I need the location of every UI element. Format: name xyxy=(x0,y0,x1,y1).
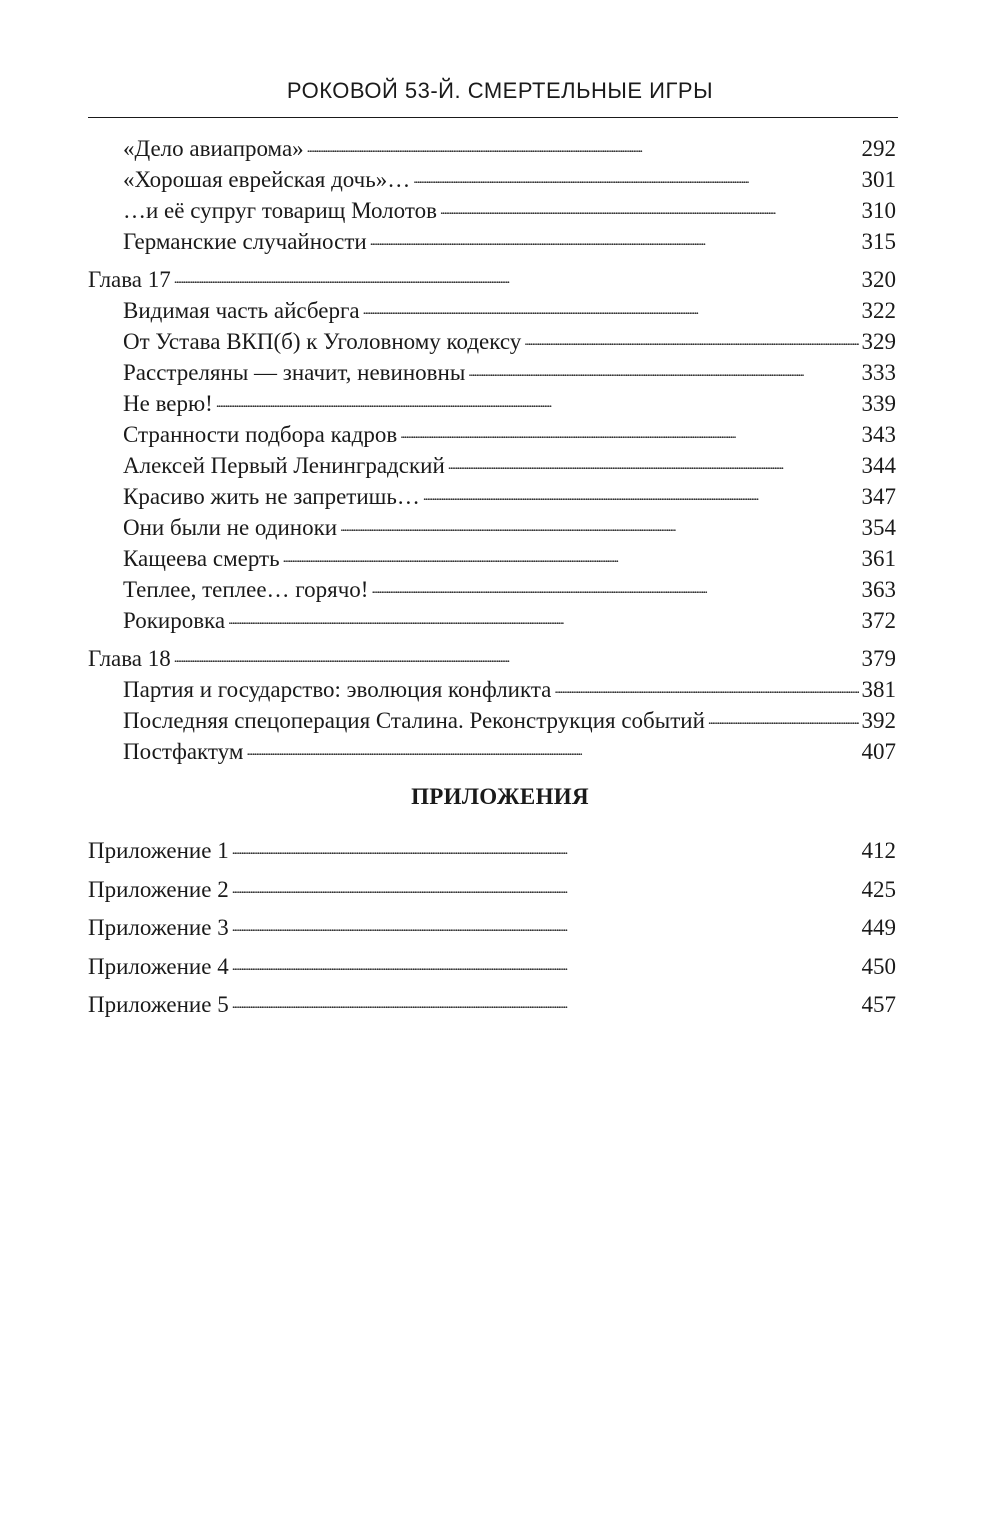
entry-page-number: 322 xyxy=(861,298,896,323)
entry-title: Расстреляны — значит, невиновны xyxy=(123,360,466,385)
entry-title: Постфактум xyxy=(123,739,244,764)
appendix-entry xyxy=(88,948,896,987)
appendix-entry xyxy=(88,871,896,910)
dot-leader xyxy=(232,835,859,858)
entry-page-number: 407 xyxy=(861,739,896,764)
entry-page-number: 450 xyxy=(861,953,896,979)
dot-leader xyxy=(340,512,858,535)
dot-leader xyxy=(363,295,859,318)
entry-title: Приложение 4 xyxy=(88,953,229,979)
dot-leader xyxy=(524,326,858,349)
entry-page-number: 372 xyxy=(861,608,896,633)
header-rule xyxy=(88,117,898,118)
entry-title: Последняя спецоперация Сталина. Реконструкция событий xyxy=(123,708,705,733)
entry-title: «Хорошая еврейская дочь»… xyxy=(123,167,411,192)
entry-page-number: 457 xyxy=(861,992,896,1017)
entry-page-number: 449 xyxy=(861,915,896,940)
entry-title: Видимая часть айсберга xyxy=(123,298,360,323)
entry-page-number: 363 xyxy=(861,577,896,602)
entry-page-number: 361 xyxy=(861,546,896,571)
entry-title: Не верю! xyxy=(123,391,213,416)
entry-page-number: 301 xyxy=(861,167,896,192)
dot-leader xyxy=(232,989,859,1012)
dot-leader xyxy=(232,951,859,974)
dot-leader xyxy=(468,357,858,380)
toc-entry xyxy=(88,419,896,450)
dot-leader xyxy=(216,388,859,411)
entry-title: Алексей Первый Ленинградский xyxy=(123,453,445,478)
dot-leader xyxy=(448,450,859,473)
toc-entry xyxy=(88,574,896,605)
toc-entry xyxy=(88,605,896,636)
dot-leader xyxy=(708,705,859,728)
entry-title: Приложение 2 xyxy=(88,876,229,902)
dot-leader xyxy=(232,874,859,897)
appendix-entry xyxy=(88,832,896,871)
toc-entry xyxy=(88,388,896,419)
entry-title: Теплее, теплее… горячо! xyxy=(123,577,369,602)
entry-title: Они были не одиноки xyxy=(123,515,338,540)
toc-entry xyxy=(88,164,896,195)
entry-page-number: 320 xyxy=(861,267,896,292)
entry-page-number: 381 xyxy=(861,677,896,702)
entry-title: Глава 17 xyxy=(88,267,171,292)
toc-entry xyxy=(88,357,896,388)
dot-leader xyxy=(307,133,859,156)
dot-leader xyxy=(232,912,859,935)
entry-title: Германские случайности xyxy=(123,229,367,254)
entry-title: Приложение 3 xyxy=(88,915,229,940)
dot-leader xyxy=(228,605,858,628)
entry-title: Рокировка xyxy=(123,608,226,633)
toc-entry xyxy=(88,195,896,226)
dot-leader xyxy=(174,643,859,666)
dot-leader xyxy=(440,195,859,218)
entry-title: От Устава ВКП(б) к Уголовному кодексу xyxy=(123,329,522,354)
toc-entry xyxy=(88,226,896,257)
entry-title: …и её супруг товарищ Молотов xyxy=(123,198,437,223)
entry-page-number: 425 xyxy=(861,876,896,902)
dot-leader xyxy=(554,674,858,697)
entry-title: Приложение 5 xyxy=(88,992,229,1017)
toc-chapter-entry xyxy=(88,643,896,674)
entry-page-number: 344 xyxy=(861,453,896,478)
dot-leader xyxy=(370,226,859,249)
entry-page-number: 343 xyxy=(861,422,896,447)
entry-page-number: 412 xyxy=(861,838,896,863)
toc-entry xyxy=(88,512,896,543)
dot-leader xyxy=(371,574,858,597)
toc-chapter-entry xyxy=(88,264,896,295)
entry-page-number: 347 xyxy=(861,484,896,509)
toc-entry xyxy=(88,450,896,481)
dot-leader xyxy=(413,164,858,187)
appendix-entry xyxy=(88,986,896,1025)
entry-page-number: 333 xyxy=(861,360,896,385)
table-of-contents xyxy=(88,133,896,767)
appendix-heading: ПРИЛОЖЕНИЯ xyxy=(411,784,589,809)
entry-page-number: 392 xyxy=(861,708,896,733)
dot-leader xyxy=(246,736,858,759)
toc-entry xyxy=(88,543,896,574)
entry-title: Партия и государство: эволюция конфликта xyxy=(123,677,552,702)
entry-page-number: 354 xyxy=(861,515,896,540)
appendix-list xyxy=(88,832,896,1025)
entry-title: Кащеева смерть xyxy=(123,546,280,571)
appendix-entry xyxy=(88,909,896,948)
entry-title: Красиво жить не запретишь… xyxy=(123,484,420,509)
toc-entry xyxy=(88,736,896,767)
toc-entry xyxy=(88,326,896,357)
entry-page-number: 329 xyxy=(861,329,896,354)
running-head: РОКОВОЙ 53-Й. СМЕРТЕЛЬНЫЕ ИГРЫ xyxy=(286,78,714,103)
entry-page-number: 315 xyxy=(861,229,896,254)
toc-entry xyxy=(88,705,896,736)
dot-leader xyxy=(283,543,859,566)
entry-page-number: 292 xyxy=(861,136,896,161)
entry-title: Глава 18 xyxy=(88,646,171,671)
dot-leader xyxy=(423,481,859,504)
toc-entry xyxy=(88,133,896,164)
entry-page-number: 339 xyxy=(861,391,896,416)
entry-title: «Дело авиапрома» xyxy=(123,136,304,161)
toc-entry xyxy=(88,481,896,512)
entry-title: Приложение 1 xyxy=(88,838,229,863)
dot-leader xyxy=(400,419,858,442)
entry-title: Странности подбора кадров xyxy=(123,422,398,447)
toc-entry xyxy=(88,295,896,326)
toc-entry xyxy=(88,674,896,705)
entry-page-number: 379 xyxy=(861,646,896,671)
dot-leader xyxy=(174,264,859,287)
entry-page-number: 310 xyxy=(861,198,896,223)
